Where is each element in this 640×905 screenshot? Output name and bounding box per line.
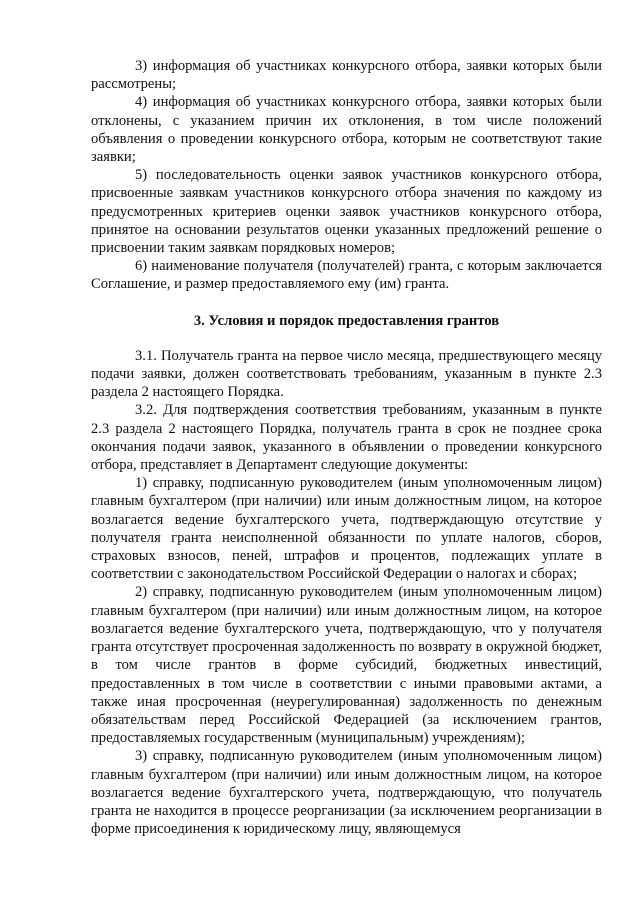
paragraph-3-2: 3.2. Для подтверждения соответствия требованиям, указанным в пункте 2.3 раздела 2 настоящего Порядка, получатель гранта в срок не позднее срока окончания подачи заявок, указанного в объявлении о проведении конкурсного отбора, представляет в Департамент следующие документы: (91, 402, 602, 474)
list-item-5: 5) последовательность оценки заявок участников конкурсного отбора, присвоенные заявкам участников конкурсного отбора значения по каждому из предусмотренных критериев оценки заявок участников конкурсного отбора, принятое на основании результатов оценки указанных предложений решение о присвоении таким заявкам порядковых номеров; (91, 167, 602, 257)
document-item-2: 2) справку, подписанную руководителем (иным уполномоченным лицом) главным бухгалтером (при наличии) или иным должностным лицом, на которое возлагается ведение бухгалтерского учета, подтверждающую, что у получателя гранта отсутствует просроченная задолженность по возврату в окружной бюджет, в том числе грантов в форме субсидий, бюджетных инвестиций, предоставленных в том числе в соответствии с иными правовыми актами, а также иная просроченная (неурегулированная) задолженность по денежным обязательствам перед Российской Федерацией (за исключением грантов, предоставляемых государственным (муниципальным) учреждениям); (91, 584, 602, 747)
list-item-6: 6) наименование получателя (получателей) гранта, с которым заключается Соглашение, и размер предоставляемого ему (им) гранта. (91, 258, 602, 293)
list-item-4: 4) информация об участниках конкурсного отбора, заявки которых были отклонены, с указанием причин их отклонения, в том числе положений объявления о проведении конкурсного отбора, которым не соответствуют такие заявки; (91, 94, 602, 166)
paragraph-3-1: 3.1. Получатель гранта на первое число месяца, предшествующего месяцу подачи заявки, должен соответствовать требованиям, указанным в пункте 2.3 раздела 2 настоящего Порядка. (91, 347, 602, 401)
document-page (91, 57, 602, 838)
document-item-1: 1) справку, подписанную руководителем (иным уполномоченным лицом) главным бухгалтером (при наличии) или иным должностным лицом, на которое возлагается ведение бухгалтерского учета, подтверждающую отсутствие у получателя гранта неисполненной обязанности по уплате налогов, сборов, страховых взносов, пеней, штрафов и процентов, подлежащих уплате в соответствии с законодательством Российской Федерации о налогах и сборах; (91, 475, 602, 583)
document-item-3: 3) справку, подписанную руководителем (иным уполномоченным лицом) главным бухгалтером (при наличии) или иным должностным лицом, на которое возлагается ведение бухгалтерского учета, подтверждающую, что получатель гранта не находится в процессе реорганизации (за исключением реорганизации в форме присоединения к юридическому лицу, являющемуся (91, 748, 602, 838)
section-heading: 3. Условия и порядок предоставления грантов (193, 312, 500, 329)
list-item-3: 3) информация об участниках конкурсного отбора, заявки которых были рассмотрены; (91, 58, 602, 93)
